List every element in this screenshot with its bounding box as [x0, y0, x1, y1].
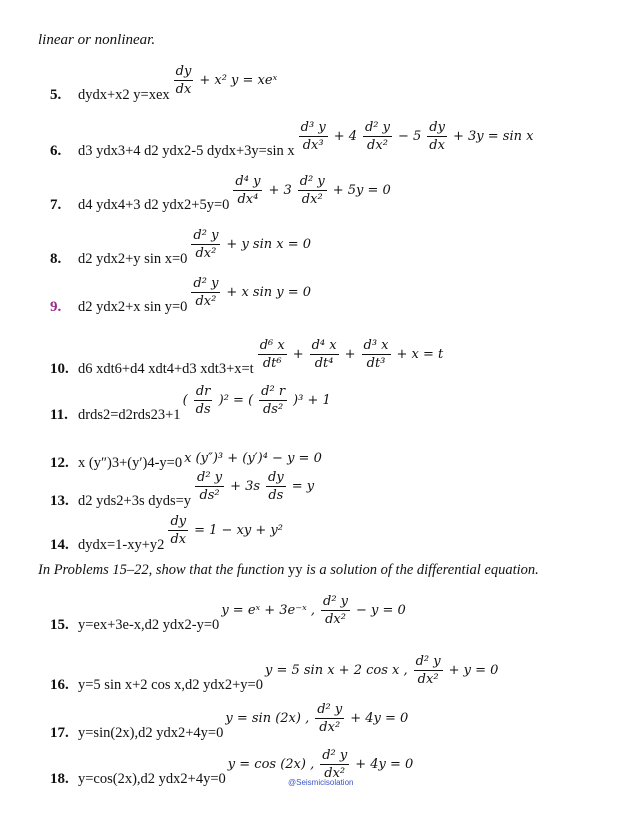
fraction-denominator: ds²: [199, 488, 220, 503]
math-fraction: [299, 119, 328, 154]
exercise-item: [38, 576, 598, 634]
math-term: x (y″)³ + (y′)⁴ − y = 0: [184, 451, 322, 466]
fraction-denominator: ds²: [262, 402, 284, 417]
exercise-number: 8.: [50, 251, 62, 267]
math-term: + y sin x = 0: [226, 237, 312, 252]
exercise-equation: [297, 119, 534, 154]
exercise-equation: [189, 275, 311, 310]
math-term: )³ + 1: [293, 393, 331, 408]
math-fraction: [321, 593, 350, 628]
exercise-plain-text: y=5 sin x+2 cos x,d2 ydx2+y=0: [78, 677, 263, 693]
fraction-denominator: dx²: [324, 766, 346, 781]
math-term: = y: [291, 479, 315, 494]
math-fraction: [191, 275, 220, 310]
fraction-numerator: dy: [175, 64, 192, 79]
exercise-plain-text: d2 ydx2+y sin x=0: [78, 251, 188, 267]
exercise-equation: [166, 513, 283, 548]
math-term: + 4y = 0: [355, 757, 414, 772]
exercise-plain-text: d4 ydx4+3 d2 ydx2+5y=0: [78, 197, 230, 213]
exercise-number: 13.: [50, 493, 69, 509]
exercise-number: 17.: [50, 725, 69, 741]
math-fraction: [174, 63, 194, 98]
exercise-number: 9.: [50, 299, 62, 315]
exercise-equation: [183, 383, 331, 418]
exercise-plain-text: drds2=d2rds23+1: [78, 407, 181, 423]
exercise-equation: [172, 63, 278, 98]
math-term: y = eˣ + 3e⁻ˣ ,: [221, 603, 315, 618]
section-pre: In Problems 15–22, show that the function: [38, 562, 288, 578]
math-fraction: [298, 173, 327, 208]
exercise-equation: [231, 173, 390, 208]
math-term: + 4y = 0: [350, 711, 409, 726]
fraction-numerator: d⁶ x: [259, 338, 285, 353]
fraction-denominator: dx: [175, 82, 192, 97]
fraction-numerator: d³ x: [363, 338, 389, 353]
exercise-number: 18.: [50, 771, 69, 787]
exercise-number: 6.: [50, 143, 62, 159]
fraction-numerator: d⁴ y: [235, 174, 261, 189]
fraction-denominator: dx: [429, 138, 445, 153]
math-term: − y = 0: [356, 603, 406, 618]
fraction-numerator: d² y: [299, 174, 325, 189]
exercise-number: 10.: [50, 361, 69, 377]
fraction-denominator: dx²: [417, 672, 439, 687]
math-term: (: [182, 393, 188, 408]
math-fraction: [259, 383, 287, 418]
section-function-symbol: yy: [287, 562, 303, 578]
fraction-denominator: dx²: [301, 192, 323, 207]
math-term: + x = t: [396, 347, 444, 362]
exercise-equation: [189, 227, 311, 262]
math-term: +: [344, 347, 356, 362]
fraction-denominator: dx⁴: [237, 192, 259, 207]
fraction-denominator: dt⁶: [262, 356, 282, 371]
exercise-equation: [265, 653, 498, 688]
exercise-number: 14.: [50, 537, 69, 553]
fraction-denominator: dx²: [325, 612, 346, 627]
math-fraction: [194, 383, 213, 418]
exercise-number: 15.: [50, 617, 69, 633]
fraction-denominator: dx³: [302, 138, 324, 153]
math-fraction: [191, 227, 220, 262]
exercise-number: 11.: [50, 407, 68, 423]
math-term: y = cos (2x) ,: [227, 757, 315, 772]
math-term: y = 5 sin x + 2 cos x ,: [264, 663, 408, 678]
math-term: + 3y = sin x: [452, 129, 534, 144]
fraction-denominator: dt⁴: [314, 356, 334, 371]
exercise-number: 12.: [50, 455, 69, 471]
math-term: )² = (: [218, 393, 254, 408]
math-term: y = sin (2x) ,: [225, 711, 310, 726]
fraction-denominator: dx: [170, 532, 187, 547]
math-term: + x sin y = 0: [226, 285, 312, 300]
math-term: + y = 0: [448, 663, 499, 678]
fraction-numerator: d² y: [197, 470, 223, 485]
exercise-item: [38, 258, 598, 316]
fraction-numerator: d⁴ x: [311, 338, 337, 353]
exercise-equation: [228, 747, 414, 782]
math-fraction: [320, 747, 349, 782]
fraction-numerator: d² y: [193, 228, 219, 243]
math-fraction: [414, 653, 443, 688]
exercise-number: 16.: [50, 677, 69, 693]
fraction-denominator: ds: [268, 488, 284, 503]
exercise-plain-text: d6 xdt6+d4 xdt4+d3 xdt3+x=t: [78, 361, 254, 377]
fraction-numerator: d² y: [317, 702, 343, 717]
math-fraction: [168, 513, 188, 548]
math-term: + 3s: [230, 479, 261, 494]
exercise-plain-text: d2 ydx2+x sin y=0: [78, 299, 188, 315]
exercise-item: [38, 46, 598, 104]
exercise-equation: [221, 593, 406, 628]
fraction-numerator: d² y: [415, 654, 441, 669]
exercise-plain-text: x (y″)3+(y′)4-y=0: [78, 455, 183, 471]
fraction-numerator: d² y: [323, 594, 349, 609]
math-term: + 5y = 0: [332, 183, 391, 198]
section-post: is a solution of the differential equation.: [302, 562, 539, 578]
math-fraction: [427, 119, 447, 154]
math-term: = 1 − xy + y²: [194, 523, 283, 538]
math-fraction: [363, 119, 392, 154]
math-term: − 5: [398, 129, 422, 144]
math-fraction: [233, 173, 262, 208]
math-term: + x² y = xeˣ: [199, 73, 278, 88]
exercise-plain-text: y=cos(2x),d2 ydx2+4y=0: [78, 771, 226, 787]
intro-text: linear or nonlinear.: [38, 32, 156, 48]
exercise-item: [38, 102, 598, 160]
fraction-numerator: dy: [429, 120, 445, 135]
fraction-denominator: dx²: [195, 246, 217, 261]
fraction-numerator: dr: [195, 384, 211, 399]
exercise-plain-text: y=sin(2x),d2 ydx2+4y=0: [78, 725, 224, 741]
math-term: +: [292, 347, 304, 362]
exercise-item: [38, 496, 598, 554]
fraction-numerator: d² y: [364, 120, 390, 135]
exercise-plain-text: d2 yds2+3s dyds=y: [78, 493, 192, 509]
exercise-plain-text: y=ex+3e-x,d2 ydx2-y=0: [78, 617, 220, 633]
math-term: + 4: [333, 129, 357, 144]
fraction-numerator: d² y: [322, 748, 348, 763]
fraction-numerator: dy: [268, 470, 284, 485]
exercise-number: 5.: [50, 87, 62, 103]
fraction-numerator: d³ y: [300, 120, 326, 135]
exercise-plain-text: dydx+x2 y=xex: [78, 87, 170, 103]
fraction-denominator: dt³: [366, 356, 386, 371]
exercise-plain-text: d3 ydx3+4 d2 ydx2-5 dydx+3y=sin x: [78, 143, 295, 159]
exercise-plain-text: dydx=1-xy+y2: [78, 537, 165, 553]
math-term: + 3: [268, 183, 292, 198]
watermark: @Seismicisolation: [288, 778, 354, 787]
fraction-numerator: d² r: [261, 384, 286, 399]
fraction-denominator: dx²: [319, 720, 341, 735]
exercise-number: 7.: [50, 197, 62, 213]
fraction-denominator: dx²: [367, 138, 388, 153]
fraction-numerator: dy: [170, 514, 187, 529]
exercise-item: [38, 156, 598, 214]
fraction-denominator: dx²: [195, 294, 217, 309]
fraction-numerator: d² y: [193, 276, 219, 291]
fraction-denominator: ds: [195, 402, 211, 417]
